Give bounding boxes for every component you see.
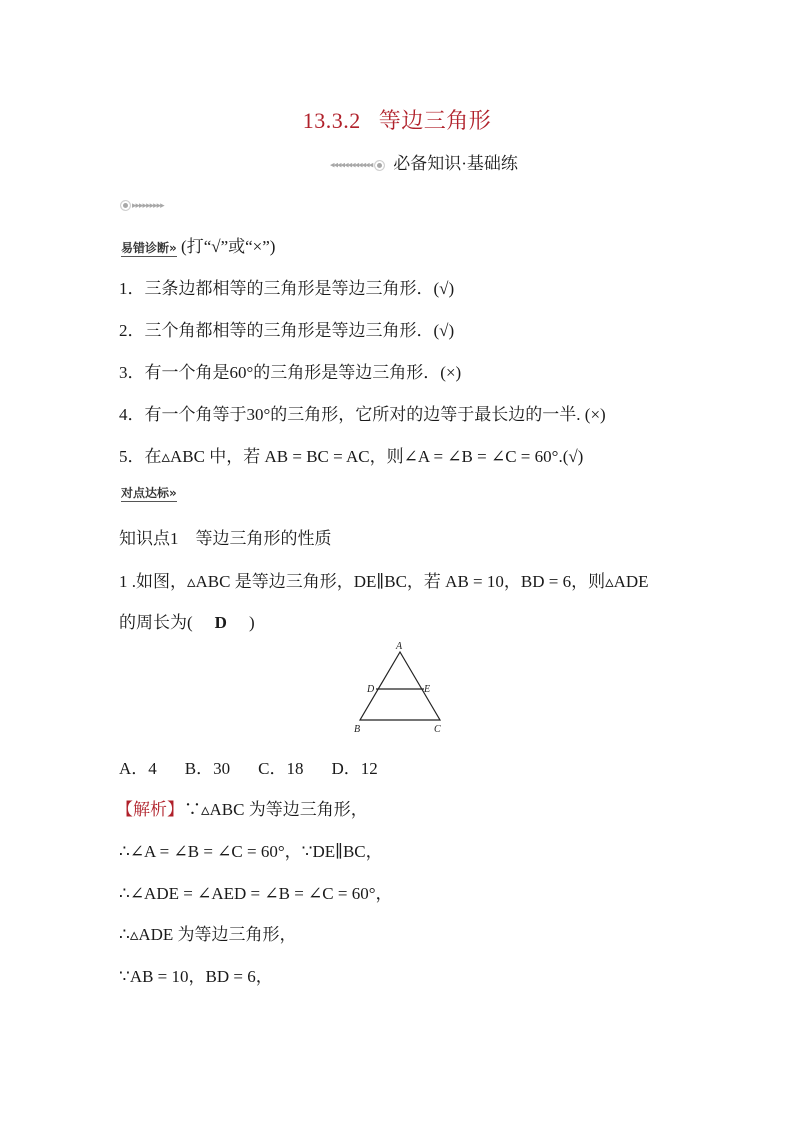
label-e: E xyxy=(424,684,431,695)
left-arrows-icon: ◂◂◂◂◂◂◂◂◂◂◂◂ xyxy=(330,159,373,170)
error-item: 3．有一个角是60°的三角形是等边三角形．(×) xyxy=(119,363,462,382)
solution-line-1 xyxy=(116,795,368,820)
solution-line-4: ∴▵ADE 为等边三角形， xyxy=(119,925,297,944)
targets-header xyxy=(121,484,177,502)
label-c: C xyxy=(434,724,441,735)
solution-text: ∵▵ABC 为等边三角形， xyxy=(184,800,368,819)
right-arrows-icon: ▸▸▸▸▸▸▸▸▸ xyxy=(132,199,164,210)
page-title xyxy=(0,104,794,135)
errors-badge-text: 易错诊断 xyxy=(121,241,170,255)
badge-arrow-icon: » xyxy=(169,486,177,500)
error-item: 4．有一个角等于30°的三角形，它所对的边等于最长边的一半. (×) xyxy=(119,405,606,424)
errors-instruction: (打“√”或“×”) xyxy=(181,237,276,256)
circle-dot-icon xyxy=(120,200,131,211)
subtitle-text: 必备知识·基础练 xyxy=(393,154,518,173)
label-a: A xyxy=(396,641,403,652)
label-b: B xyxy=(354,724,361,735)
question-answer: D xyxy=(214,613,227,632)
error-item: 2．三个角都相等的三角形是等边三角形．(√) xyxy=(119,321,455,340)
option-d: D．12 xyxy=(331,759,378,778)
triangle-figure xyxy=(348,636,448,740)
question-line-2 xyxy=(119,608,255,633)
section-number: 13.3.2 xyxy=(302,108,361,133)
option-b: B．30 xyxy=(184,759,231,778)
error-item: 5．在▵ABC 中，若 AB = BC = AC，则∠A = ∠B = ∠C = 60°.(√) xyxy=(119,447,584,466)
targets-badge-text: 对点达标 xyxy=(121,486,170,500)
top-marker xyxy=(120,196,164,214)
subtitle-row xyxy=(330,149,518,174)
solution-label: 【解析】 xyxy=(116,800,184,819)
option-a: A．4 xyxy=(119,759,157,778)
badge-arrow-icon: » xyxy=(169,241,177,255)
errors-header xyxy=(121,232,275,257)
targets-badge xyxy=(121,486,177,502)
circle-dot-icon xyxy=(374,160,385,171)
section-title: 等边三角形 xyxy=(378,108,492,133)
question-line-1: 1 .如图，▵ABC 是等边三角形，DE∥BC，若 AB = 10，BD = 6，则▵ADE xyxy=(119,572,649,591)
solution-line-5: ∵AB = 10，BD = 6， xyxy=(119,967,273,986)
question-prefix: 的周长为( xyxy=(119,613,193,632)
error-item: 1．三条边都相等的三角形是等边三角形．(√) xyxy=(119,279,455,298)
solution-line-3: ∴∠ADE = ∠AED = ∠B = ∠C = 60°， xyxy=(119,884,393,903)
knowledge-point-heading: 知识点1 等边三角形的性质 xyxy=(119,529,332,548)
question-suffix: ) xyxy=(248,613,255,632)
option-c: C．18 xyxy=(258,759,304,778)
options-row xyxy=(119,754,378,779)
label-d: D xyxy=(367,684,375,695)
errors-badge xyxy=(121,241,177,257)
solution-line-2: ∴∠A = ∠B = ∠C = 60°，∵DE∥BC， xyxy=(119,842,383,861)
